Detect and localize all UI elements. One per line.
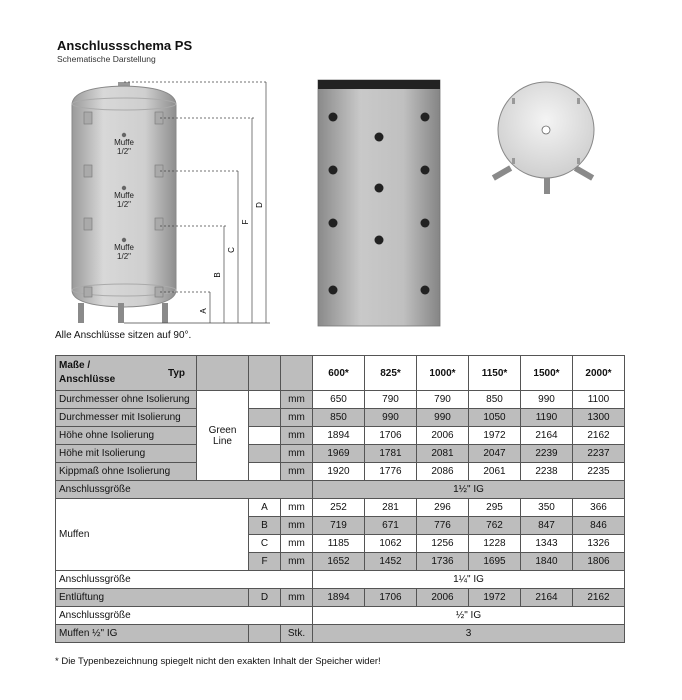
muffe-size-mid: 1/2" bbox=[117, 200, 131, 209]
value-cell: 366 bbox=[573, 499, 625, 517]
value-cell: 1972 bbox=[469, 427, 521, 445]
value-cell: 990 bbox=[417, 409, 469, 427]
value-cell: 2162 bbox=[573, 589, 625, 607]
footnote: * Die Typenbezeichnung spiegelt nicht den exakten Inhalt der Speicher wider! bbox=[55, 656, 381, 667]
dim-label-a: A bbox=[199, 308, 208, 314]
row-label: Anschlussgröße bbox=[56, 481, 313, 499]
value-cell: 2061 bbox=[469, 463, 521, 481]
code-cell: D bbox=[249, 589, 281, 607]
value-cell: 1706 bbox=[365, 427, 417, 445]
value-cell: 1806 bbox=[573, 553, 625, 571]
row-label: Anschlussgröße bbox=[56, 571, 313, 589]
value-cell: 2006 bbox=[417, 589, 469, 607]
value-cell: 1972 bbox=[469, 589, 521, 607]
header-typ: Typ bbox=[167, 368, 185, 379]
value-cell: 1781 bbox=[365, 445, 417, 463]
value-cell: 1894 bbox=[313, 589, 365, 607]
value-cell: 296 bbox=[417, 499, 469, 517]
blank-cell bbox=[249, 427, 281, 445]
header-line2: Anschlüsse bbox=[59, 374, 116, 385]
value-cell: 1894 bbox=[313, 427, 365, 445]
value-cell: 2006 bbox=[417, 427, 469, 445]
value-cell: 1300 bbox=[573, 409, 625, 427]
unit-cell: mm bbox=[281, 445, 313, 463]
blank-cell bbox=[249, 625, 281, 643]
dim-label-c: C bbox=[227, 247, 236, 253]
value-cell: 719 bbox=[313, 517, 365, 535]
table-row bbox=[56, 445, 625, 463]
group-line1: Green bbox=[208, 424, 237, 436]
code-cell: C bbox=[249, 535, 281, 553]
merged-value: ½" IG bbox=[313, 607, 625, 625]
row-label: Anschlussgröße bbox=[56, 607, 313, 625]
value-cell: 846 bbox=[573, 517, 625, 535]
code-cell: F bbox=[249, 553, 281, 571]
value-cell: 1652 bbox=[313, 553, 365, 571]
value-cell: 1190 bbox=[521, 409, 573, 427]
header-blank bbox=[281, 356, 313, 391]
value-cell: 1343 bbox=[521, 535, 573, 553]
value-cell: 790 bbox=[417, 391, 469, 409]
value-cell: 2047 bbox=[469, 445, 521, 463]
dim-label-b: B bbox=[213, 272, 222, 278]
header-blank bbox=[249, 356, 281, 391]
spec-table bbox=[55, 355, 625, 643]
page-subtitle: Schematische Darstellung bbox=[57, 54, 156, 64]
model-header: 825* bbox=[365, 356, 417, 391]
value-cell: 1100 bbox=[573, 391, 625, 409]
value-cell: 2235 bbox=[573, 463, 625, 481]
unit-cell: mm bbox=[281, 409, 313, 427]
value-cell: 2086 bbox=[417, 463, 469, 481]
table-row bbox=[56, 607, 625, 625]
muffe-size-bottom: 1/2" bbox=[117, 252, 131, 261]
muffe-size-top: 1/2" bbox=[117, 147, 131, 156]
value-cell: 1050 bbox=[469, 409, 521, 427]
row-label: Durchmesser ohne Isolierung bbox=[56, 391, 197, 409]
table-row bbox=[56, 499, 625, 517]
value-cell: 2164 bbox=[521, 589, 573, 607]
value-cell: 281 bbox=[365, 499, 417, 517]
table-row bbox=[56, 409, 625, 427]
muffe-label-bottom: Muffe bbox=[114, 243, 134, 252]
model-header: 1500* bbox=[521, 356, 573, 391]
value-cell: 1228 bbox=[469, 535, 521, 553]
table-header-row bbox=[56, 356, 625, 391]
value-cell: 2237 bbox=[573, 445, 625, 463]
value-cell: 252 bbox=[313, 499, 365, 517]
table-row bbox=[56, 427, 625, 445]
blank-cell bbox=[249, 409, 281, 427]
table-row bbox=[56, 571, 625, 589]
value-cell: 850 bbox=[469, 391, 521, 409]
muffen-label: Muffen bbox=[56, 499, 249, 571]
connection-diagram bbox=[0, 0, 682, 345]
value-cell: 1256 bbox=[417, 535, 469, 553]
dim-label-f: F bbox=[241, 219, 250, 225]
value-cell: 790 bbox=[365, 391, 417, 409]
row-label: Höhe ohne Isolierung bbox=[56, 427, 197, 445]
value-cell: 1736 bbox=[417, 553, 469, 571]
value-cell: 2164 bbox=[521, 427, 573, 445]
value-cell: 350 bbox=[521, 499, 573, 517]
blank-cell bbox=[249, 463, 281, 481]
value-cell: 1969 bbox=[313, 445, 365, 463]
value-cell: 1062 bbox=[365, 535, 417, 553]
unit-cell: mm bbox=[281, 553, 313, 571]
value-cell: 776 bbox=[417, 517, 469, 535]
table-row bbox=[56, 625, 625, 643]
value-cell: 850 bbox=[313, 409, 365, 427]
unit-cell: mm bbox=[281, 499, 313, 517]
header-line1: Maße / bbox=[59, 360, 91, 371]
unit-cell: mm bbox=[281, 589, 313, 607]
value-cell: 2081 bbox=[417, 445, 469, 463]
model-header: 600* bbox=[313, 356, 365, 391]
value-cell: 2239 bbox=[521, 445, 573, 463]
value-cell: 1840 bbox=[521, 553, 573, 571]
group-line2: Line bbox=[213, 435, 232, 447]
table-row bbox=[56, 391, 625, 409]
model-header: 1000* bbox=[417, 356, 469, 391]
table-row bbox=[56, 463, 625, 481]
row-label: Kippmaß ohne Isolierung bbox=[56, 463, 197, 481]
value-cell: 650 bbox=[313, 391, 365, 409]
unit-cell: Stk. bbox=[281, 625, 313, 643]
model-header: 2000* bbox=[573, 356, 625, 391]
muffe-label-mid: Muffe bbox=[114, 191, 134, 200]
value-cell: 1452 bbox=[365, 553, 417, 571]
unit-cell: mm bbox=[281, 391, 313, 409]
page-title: Anschlussschema PS bbox=[57, 38, 193, 53]
value-cell: 990 bbox=[365, 409, 417, 427]
unit-cell: mm bbox=[281, 535, 313, 553]
value-cell: 671 bbox=[365, 517, 417, 535]
connection-note: Alle Anschlüsse sitzen auf 90°. bbox=[55, 330, 192, 341]
unit-cell: mm bbox=[281, 463, 313, 481]
header-blank bbox=[197, 356, 249, 391]
value-cell: 2238 bbox=[521, 463, 573, 481]
tank-insulated-view bbox=[318, 80, 440, 326]
muffe-label-top: Muffe bbox=[114, 138, 134, 147]
value-cell: 2162 bbox=[573, 427, 625, 445]
unit-cell: mm bbox=[281, 427, 313, 445]
blank-cell bbox=[249, 391, 281, 409]
dim-label-d: D bbox=[255, 202, 264, 208]
row-label: Entlüftung bbox=[56, 589, 249, 607]
row-label: Muffen ½" IG bbox=[56, 625, 249, 643]
value-cell: 1326 bbox=[573, 535, 625, 553]
model-header: 1150* bbox=[469, 356, 521, 391]
merged-value: 1½" IG bbox=[313, 481, 625, 499]
code-cell: B bbox=[249, 517, 281, 535]
value-cell: 1695 bbox=[469, 553, 521, 571]
table-row bbox=[56, 481, 625, 499]
value-cell: 1706 bbox=[365, 589, 417, 607]
header-label-cell bbox=[56, 356, 197, 391]
value-cell: 295 bbox=[469, 499, 521, 517]
value-cell: 1920 bbox=[313, 463, 365, 481]
table-row bbox=[56, 589, 625, 607]
unit-cell: mm bbox=[281, 517, 313, 535]
row-label: Höhe mit Isolierung bbox=[56, 445, 197, 463]
blank-cell bbox=[249, 445, 281, 463]
row-label: Durchmesser mit Isolierung bbox=[56, 409, 197, 427]
value-cell: 990 bbox=[521, 391, 573, 409]
value-cell: 1776 bbox=[365, 463, 417, 481]
value-cell: 762 bbox=[469, 517, 521, 535]
code-cell: A bbox=[249, 499, 281, 517]
tank-top-view bbox=[492, 82, 594, 194]
value-cell: 847 bbox=[521, 517, 573, 535]
green-line-cell bbox=[197, 391, 249, 481]
merged-value: 1¼" IG bbox=[313, 571, 625, 589]
value-cell: 1185 bbox=[313, 535, 365, 553]
merged-value: 3 bbox=[313, 625, 625, 643]
